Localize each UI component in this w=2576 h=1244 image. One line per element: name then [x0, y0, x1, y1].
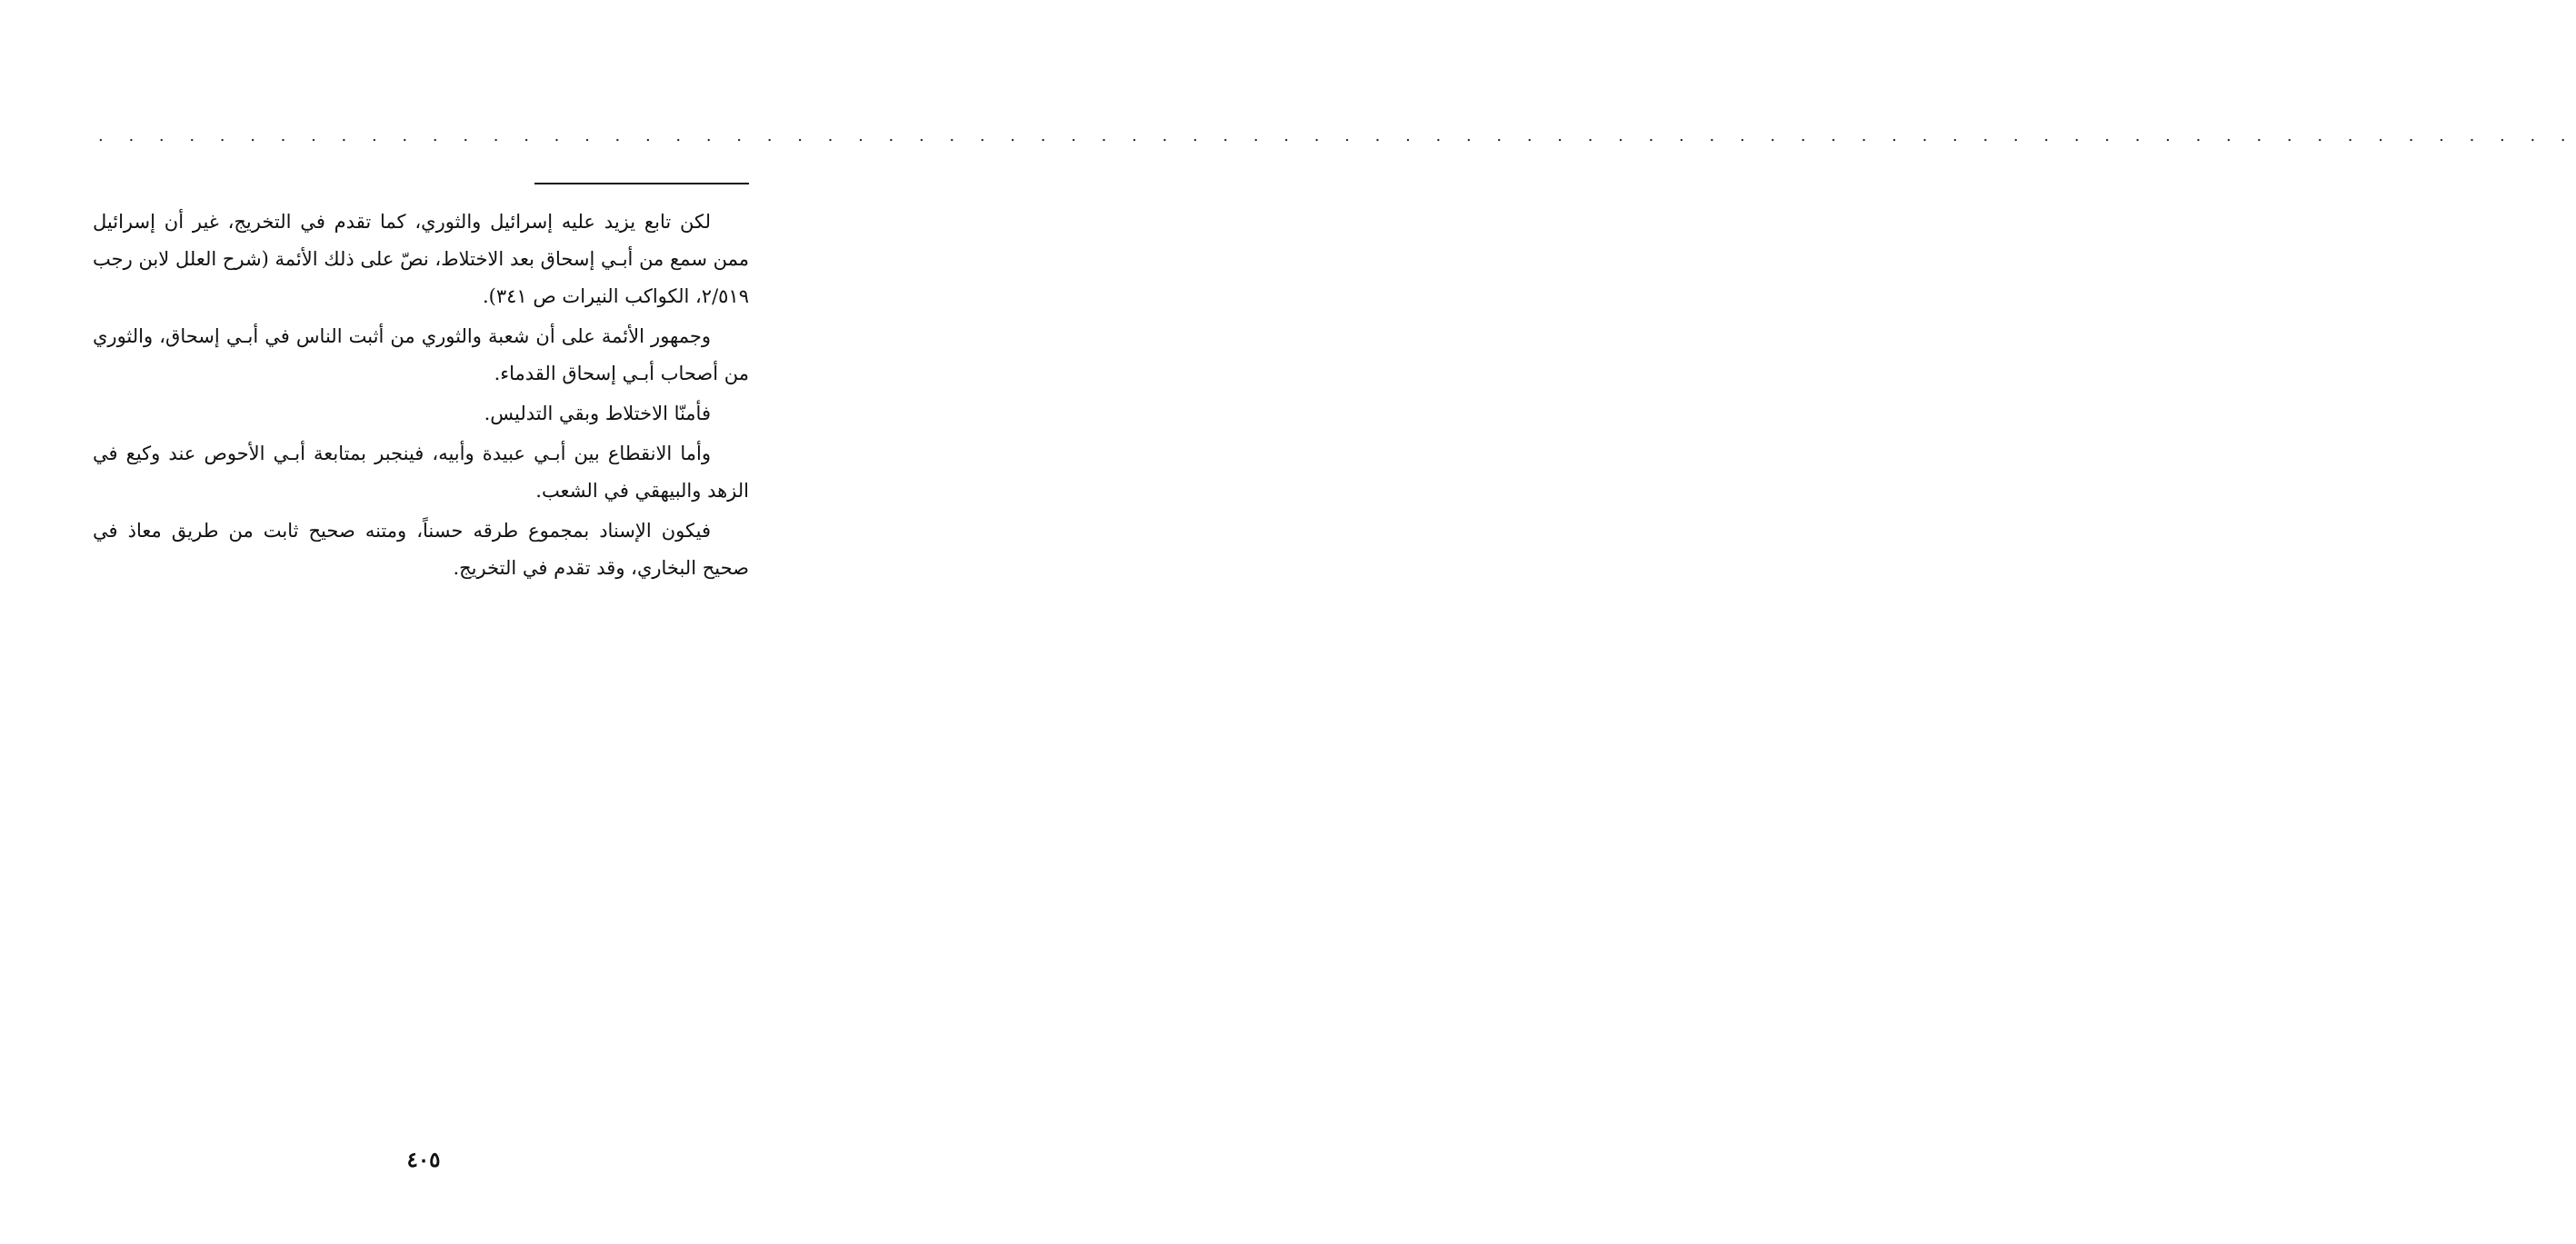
paragraph: وأما الانقطاع بين أبـي عبيدة وأبيه، فينجبر بمتابعة أبـي الأحوص عند وكيع في الزهد والبيهقي في الشعب. — [93, 443, 749, 502]
paragraph: فيكون الإسناد بمجموع طرقه حسناً، ومتنه صحيح ثابت من طريق معاذ في صحيح البخاري، وقد تقدم في التخريج. — [93, 520, 749, 579]
footnote-rule — [534, 183, 749, 184]
separator-dots: . . . . . . . . . . . . . . . . . . . . . . . . . . . . . . . . . . . . . . . . . . . . . . . . . . . . . . . . . . . . . . . . . . . . . . . . . . . . . . . . . . — [98, 126, 2576, 145]
paragraph: لكن تابع يزيد عليه إسرائيل والثوري، كما تقدم في التخريج، غير أن إسرائيل ممن سمع من أبـي إسحاق بعد الاختلاط، نصّ على ذلك الأئمة (شرح العلل لابن رجب ٢/٥١٩، الكواكب النيرات ص ٣٤١). — [93, 211, 749, 307]
main-text — [93, 204, 749, 590]
page-number: ٤٠٥ — [406, 1148, 441, 1172]
paragraph: فأمنّا الاختلاط وبقي التدليس. — [484, 403, 711, 424]
paragraph: وجمهور الأئمة على أن شعبة والثوري من أثبت الناس في أبـي إسحاق، والثوري من أصحاب أبـي إسحاق القدماء. — [93, 325, 749, 384]
